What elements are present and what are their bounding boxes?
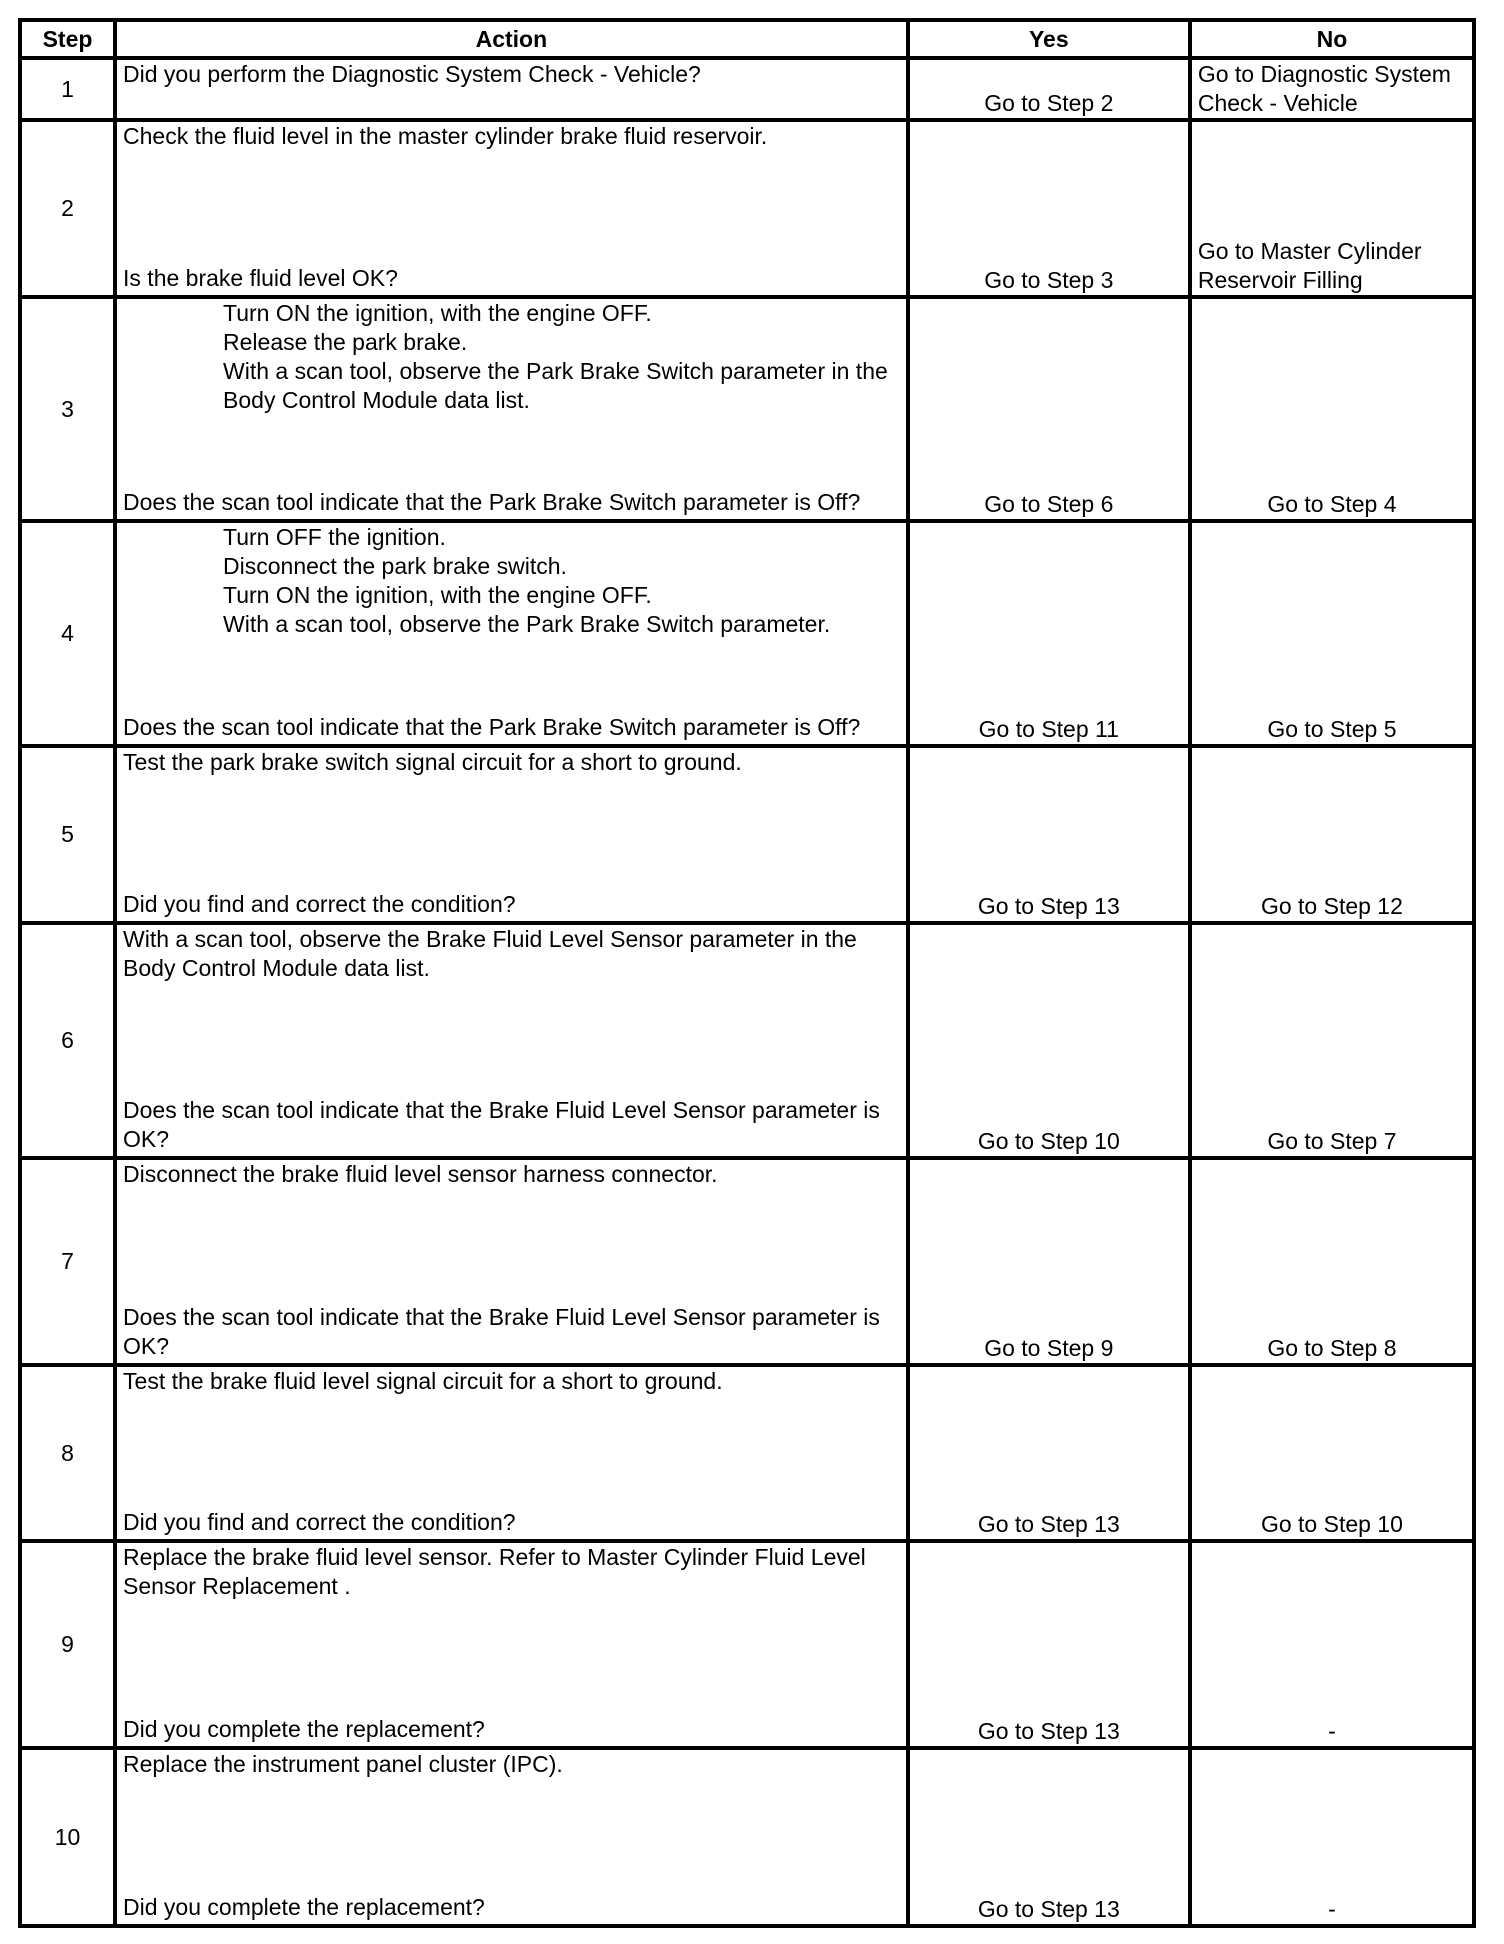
step-number: 3	[20, 297, 115, 521]
header-step: Step	[20, 20, 115, 58]
action-instruction: Check the fluid level in the master cylinder brake fluid reservoir.	[123, 123, 768, 149]
action-bullet: With a scan tool, observe the Park Brake Switch parameter in the Body Control Module data list.	[223, 358, 888, 413]
table-row	[20, 746, 1474, 923]
yes-cell: Go to Step 10	[908, 923, 1190, 1158]
yes-cell: Go to Step 13	[908, 746, 1190, 923]
step-number: 7	[20, 1158, 115, 1365]
header-row	[20, 20, 1474, 58]
action-instruction: With a scan tool, observe the Brake Fluid Level Sensor parameter in the Body Control Module data list.	[123, 926, 857, 981]
step-number: 1	[20, 58, 115, 120]
action-cell	[115, 297, 908, 521]
action-instruction: Disconnect the brake fluid level sensor harness connector.	[123, 1161, 718, 1187]
no-cell: Go to Step 10	[1190, 1365, 1474, 1541]
table-row	[20, 120, 1474, 297]
yes-cell: Go to Step 6	[908, 297, 1190, 521]
action-cell	[115, 746, 908, 923]
action-question: Did you find and correct the condition?	[123, 1509, 516, 1535]
no-cell: Go to Step 8	[1190, 1158, 1474, 1365]
action-bullet: Release the park brake.	[223, 329, 468, 355]
header-no: No	[1190, 20, 1474, 58]
action-question: Did you find and correct the condition?	[123, 891, 516, 917]
action-instruction: Test the park brake switch signal circuit for a short to ground.	[123, 749, 742, 775]
yes-cell: Go to Step 13	[908, 1365, 1190, 1541]
no-cell: Go to Step 7	[1190, 923, 1474, 1158]
action-question: Did you complete the replacement?	[123, 1716, 485, 1742]
step-number: 9	[20, 1541, 115, 1748]
table-row	[20, 1748, 1474, 1926]
action-question: Does the scan tool indicate that the Park Brake Switch parameter is Off?	[123, 714, 861, 740]
action-instruction: Replace the brake fluid level sensor. Refer to Master Cylinder Fluid Level Sensor Replacement .	[123, 1544, 866, 1599]
no-cell: Go to Step 5	[1190, 521, 1474, 746]
step-number: 6	[20, 923, 115, 1158]
action-bullet: Turn OFF the ignition.	[223, 524, 446, 550]
action-bullet: Turn ON the ignition, with the engine OFF.	[223, 300, 652, 326]
no-cell: Go to Master Cylinder Reservoir Filling	[1190, 120, 1474, 297]
action-cell	[115, 58, 908, 120]
no-cell: Go to Step 4	[1190, 297, 1474, 521]
action-question: Is the brake fluid level OK?	[123, 265, 398, 291]
action-instruction: Did you perform the Diagnostic System Check - Vehicle?	[123, 61, 701, 87]
yes-cell: Go to Step 2	[908, 58, 1190, 120]
action-cell	[115, 1365, 908, 1541]
action-instruction: Test the brake fluid level signal circuit for a short to ground.	[123, 1368, 723, 1394]
table-row	[20, 297, 1474, 521]
action-cell	[115, 1158, 908, 1365]
yes-cell: Go to Step 13	[908, 1541, 1190, 1748]
step-number: 2	[20, 120, 115, 297]
no-cell: -	[1190, 1541, 1474, 1748]
step-number: 8	[20, 1365, 115, 1541]
action-bullet: With a scan tool, observe the Park Brake Switch parameter.	[223, 611, 831, 637]
action-question: Does the scan tool indicate that the Park Brake Switch parameter is Off?	[123, 489, 861, 515]
yes-cell: Go to Step 3	[908, 120, 1190, 297]
step-number: 4	[20, 521, 115, 746]
action-instruction: Replace the instrument panel cluster (IPC).	[123, 1751, 563, 1777]
action-bullet: Turn ON the ignition, with the engine OFF.	[223, 582, 652, 608]
yes-cell: Go to Step 9	[908, 1158, 1190, 1365]
action-cell	[115, 1541, 908, 1748]
table-row	[20, 1365, 1474, 1541]
table-row	[20, 1158, 1474, 1365]
action-cell	[115, 923, 908, 1158]
table-row	[20, 521, 1474, 746]
no-cell: Go to Step 12	[1190, 746, 1474, 923]
step-number: 5	[20, 746, 115, 923]
diagnostic-table	[18, 18, 1476, 1928]
action-bullet: Disconnect the park brake switch.	[223, 553, 567, 579]
action-cell	[115, 1748, 908, 1926]
table-row	[20, 923, 1474, 1158]
action-question: Does the scan tool indicate that the Brake Fluid Level Sensor parameter is OK?	[123, 1304, 880, 1359]
table-row	[20, 1541, 1474, 1748]
no-cell: Go to Diagnostic System Check - Vehicle	[1190, 58, 1474, 120]
table-row	[20, 58, 1474, 120]
yes-cell: Go to Step 11	[908, 521, 1190, 746]
action-question: Does the scan tool indicate that the Brake Fluid Level Sensor parameter is OK?	[123, 1097, 880, 1152]
header-action: Action	[115, 20, 908, 58]
header-yes: Yes	[908, 20, 1190, 58]
action-cell	[115, 120, 908, 297]
no-cell: -	[1190, 1748, 1474, 1926]
yes-cell: Go to Step 13	[908, 1748, 1190, 1926]
action-cell	[115, 521, 908, 746]
action-question: Did you complete the replacement?	[123, 1894, 485, 1920]
step-number: 10	[20, 1748, 115, 1926]
